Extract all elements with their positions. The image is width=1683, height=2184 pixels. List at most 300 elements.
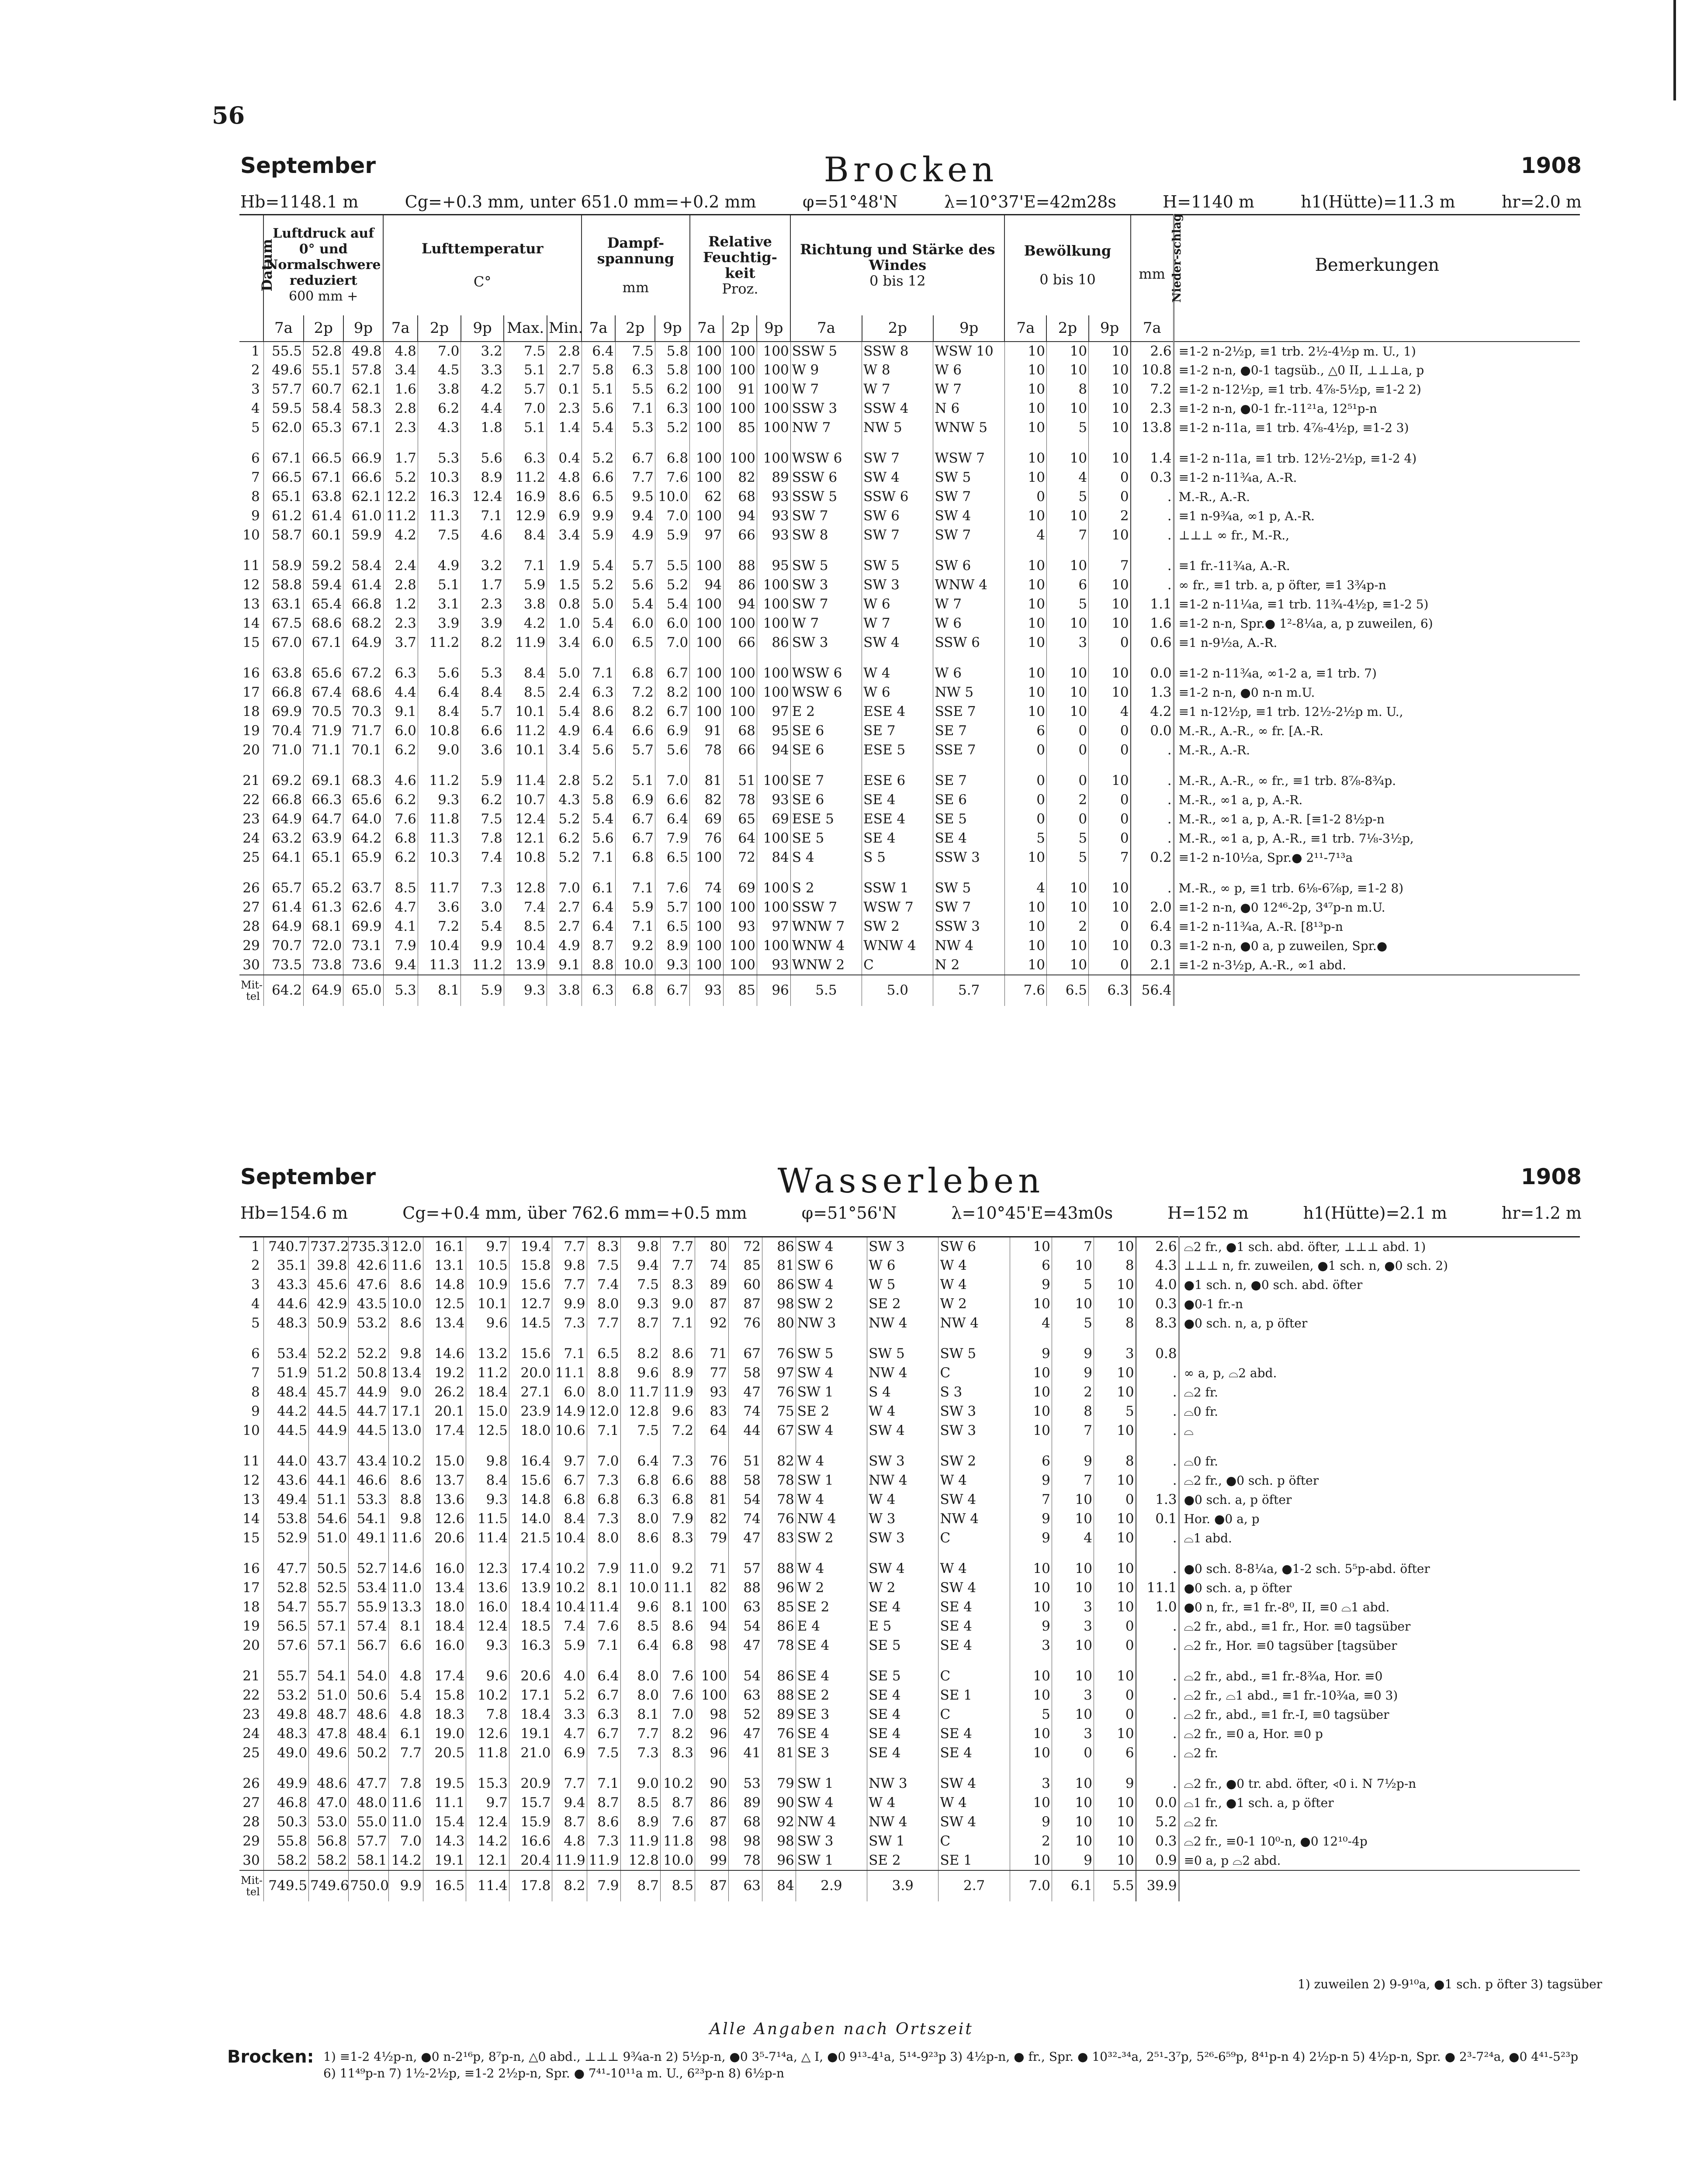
day-cell: 2 bbox=[251, 362, 260, 378]
mean-cell: 9.3 bbox=[504, 975, 547, 1006]
value-cell: 59.4 bbox=[304, 576, 343, 595]
value-cell: SW 1 bbox=[796, 1851, 867, 1870]
value-cell: 11.0 bbox=[620, 1559, 660, 1579]
value-cell: 18.0 bbox=[423, 1598, 466, 1617]
table-row bbox=[239, 507, 1580, 526]
value-cell: 4.2 bbox=[504, 614, 547, 633]
value-cell: SSW 6 bbox=[933, 633, 1004, 653]
value-cell: 48.7 bbox=[309, 1705, 349, 1724]
value-cell: 8.7 bbox=[660, 1794, 695, 1813]
day-cell: 1 bbox=[251, 343, 260, 359]
value-cell: 11.1 bbox=[552, 1364, 587, 1383]
value-cell: 18.4 bbox=[509, 1598, 552, 1617]
value-cell: 11.9 bbox=[587, 1851, 620, 1870]
day-cell: 27 bbox=[242, 1795, 260, 1811]
value-cell: 97 bbox=[690, 526, 724, 545]
value-cell: 6.8 bbox=[615, 848, 655, 867]
value-cell: 13.9 bbox=[509, 1579, 552, 1598]
value-cell: 12.4 bbox=[466, 1617, 509, 1636]
value-cell: 62 bbox=[690, 487, 724, 507]
value-cell: 9.3 bbox=[466, 1490, 509, 1510]
value-cell: 0 bbox=[1004, 791, 1046, 810]
value-cell: 12.1 bbox=[466, 1851, 509, 1870]
mean-cell: 65.0 bbox=[343, 975, 383, 1006]
value-cell: 16.1 bbox=[423, 1237, 466, 1256]
remark-cell: ●0 sch. a, p öfter bbox=[1179, 1490, 1580, 1510]
table-row bbox=[239, 1705, 1580, 1724]
value-cell: W 2 bbox=[938, 1295, 1010, 1314]
value-cell: S 3 bbox=[938, 1383, 1010, 1402]
value-cell: 5.9 bbox=[552, 1636, 587, 1655]
value-cell: 73.5 bbox=[263, 956, 303, 975]
value-cell: 18.4 bbox=[423, 1617, 466, 1636]
value-cell: 10 bbox=[1094, 1832, 1136, 1851]
value-cell: 6.8 bbox=[655, 449, 689, 468]
value-cell: SW 1 bbox=[796, 1471, 867, 1490]
value-cell: 0 bbox=[1004, 810, 1046, 829]
value-cell: SW 3 bbox=[867, 1452, 938, 1471]
remark-cell: ⌓2 fr., ●0 sch. p öfter bbox=[1179, 1471, 1580, 1490]
value-cell: C bbox=[938, 1529, 1010, 1548]
value-cell: 73.8 bbox=[304, 956, 343, 975]
value-cell: 10 bbox=[1052, 1705, 1094, 1724]
value-cell: 10 bbox=[1094, 1579, 1136, 1598]
value-cell: 11.6 bbox=[388, 1529, 423, 1548]
value-cell: WNW 4 bbox=[933, 576, 1004, 595]
value-cell: 7.8 bbox=[388, 1774, 423, 1794]
value-cell: 67.1 bbox=[304, 468, 343, 487]
value-cell: 55.9 bbox=[349, 1598, 388, 1617]
value-cell: 86 bbox=[762, 1237, 796, 1256]
value-cell: SW 7 bbox=[862, 449, 933, 468]
remark-cell: M.-R., ∞1 a, p, A.-R., ≡1 trb. 7⅛-3½p, bbox=[1174, 829, 1580, 848]
day-cell: 17 bbox=[242, 684, 260, 700]
table-row bbox=[239, 1744, 1580, 1763]
value-cell: 0 bbox=[1089, 722, 1131, 741]
value-cell: 58.3 bbox=[343, 399, 383, 418]
value-cell: 6 bbox=[1094, 1744, 1136, 1763]
value-cell: S 5 bbox=[862, 848, 933, 867]
value-cell: 10 bbox=[1089, 449, 1131, 468]
value-cell: 100 bbox=[690, 418, 724, 438]
value-cell: 10.9 bbox=[466, 1275, 509, 1295]
value-cell: 3.8 bbox=[418, 380, 461, 399]
value-cell: 10.0 bbox=[660, 1851, 695, 1870]
header-wind: Richtung und Stärke des Windes 0 bis 12 bbox=[790, 215, 1004, 315]
value-cell: 100 bbox=[690, 595, 724, 614]
row-spacer bbox=[239, 867, 1580, 879]
value-cell: W 4 bbox=[867, 1402, 938, 1421]
value-cell: SE 7 bbox=[933, 771, 1004, 791]
day-cell: 6 bbox=[251, 1346, 260, 1362]
value-cell: 11.4 bbox=[466, 1529, 509, 1548]
value-cell: 8.0 bbox=[620, 1510, 660, 1529]
value-cell: 76 bbox=[695, 1452, 729, 1471]
value-cell: 10 bbox=[1089, 595, 1131, 614]
value-cell: 8.6 bbox=[660, 1344, 695, 1364]
value-cell: 48.3 bbox=[263, 1314, 308, 1333]
value-cell: 9 bbox=[1052, 1344, 1094, 1364]
value-cell: 50.5 bbox=[309, 1559, 349, 1579]
value-cell: 0 bbox=[1046, 722, 1088, 741]
day-cell: 14 bbox=[242, 1511, 260, 1527]
value-cell: 13.8 bbox=[1131, 418, 1174, 438]
header-dampfspannung: Dampf-spannung mm bbox=[582, 215, 689, 315]
brocken-table bbox=[239, 214, 1580, 1006]
value-cell: 5.2 bbox=[547, 848, 582, 867]
value-cell: 86 bbox=[695, 1794, 729, 1813]
value-cell: 97 bbox=[762, 1364, 796, 1383]
value-cell: 23.9 bbox=[509, 1402, 552, 1421]
remark-cell bbox=[1174, 975, 1580, 1006]
value-cell: 8.4 bbox=[552, 1510, 587, 1529]
mean-cell: 2.7 bbox=[938, 1870, 1010, 1901]
value-cell: 81 bbox=[690, 771, 724, 791]
value-cell: W 6 bbox=[933, 614, 1004, 633]
mean-cell: 750.0 bbox=[349, 1870, 388, 1901]
value-cell: WNW 7 bbox=[790, 917, 862, 936]
value-cell: 5 bbox=[1094, 1402, 1136, 1421]
value-cell: W 4 bbox=[938, 1256, 1010, 1275]
value-cell: 8.3 bbox=[660, 1529, 695, 1548]
value-cell: 79 bbox=[762, 1774, 796, 1794]
value-cell: 68 bbox=[723, 487, 757, 507]
value-cell: 7.1 bbox=[587, 1774, 620, 1794]
value-cell: 66 bbox=[723, 526, 757, 545]
value-cell: 64.1 bbox=[263, 848, 303, 867]
mean-cell: 6.1 bbox=[1052, 1870, 1094, 1901]
value-cell: SW 4 bbox=[938, 1579, 1010, 1598]
value-cell: SSE 7 bbox=[933, 741, 1004, 760]
value-cell: 7.3 bbox=[587, 1832, 620, 1851]
day-cell: 17 bbox=[242, 1580, 260, 1596]
value-cell: SW 4 bbox=[867, 1559, 938, 1579]
value-cell: 13.0 bbox=[388, 1421, 423, 1441]
day-cell: 12 bbox=[242, 1472, 260, 1488]
value-cell: 81 bbox=[762, 1256, 796, 1275]
value-cell: 7.7 bbox=[388, 1744, 423, 1763]
value-cell: 80 bbox=[695, 1237, 729, 1256]
remark-cell: ≡1-2 n-11a, ≡1 trb. 12½-2½p, ≡1-2 4) bbox=[1174, 449, 1580, 468]
value-cell: 42.9 bbox=[309, 1295, 349, 1314]
day-cell: 1 bbox=[251, 1238, 260, 1254]
value-cell: 8 bbox=[1094, 1314, 1136, 1333]
value-cell: 10 bbox=[1052, 1832, 1094, 1851]
value-cell: 100 bbox=[723, 449, 757, 468]
value-cell: 5.4 bbox=[582, 556, 615, 576]
value-cell: SW 6 bbox=[933, 556, 1004, 576]
value-cell: 10 bbox=[1004, 576, 1046, 595]
day-cell: 15 bbox=[242, 1530, 260, 1546]
value-cell: 0.1 bbox=[547, 380, 582, 399]
brocken-station-name: Brocken bbox=[824, 150, 998, 190]
sub-7a: 7a bbox=[383, 315, 418, 342]
table-row bbox=[239, 1636, 1580, 1655]
value-cell: 6.3 bbox=[383, 664, 418, 683]
value-cell: W 8 bbox=[862, 361, 933, 380]
table-row bbox=[239, 829, 1580, 848]
value-cell: 8.6 bbox=[587, 1813, 620, 1832]
remark-cell: Hor. ●0 a, p bbox=[1179, 1510, 1580, 1529]
value-cell: . bbox=[1131, 576, 1174, 595]
value-cell: 100 bbox=[690, 702, 724, 722]
value-cell: 10 bbox=[1004, 380, 1046, 399]
value-cell: 5.6 bbox=[615, 576, 655, 595]
value-cell: 4.9 bbox=[615, 526, 655, 545]
day-cell: 16 bbox=[242, 1561, 260, 1576]
value-cell: 4.4 bbox=[461, 399, 504, 418]
constant-item: Cg=+0.4 mm, über 762.6 mm=+0.5 mm bbox=[402, 1203, 747, 1223]
value-cell: 97 bbox=[757, 702, 790, 722]
value-cell: 5.4 bbox=[582, 418, 615, 438]
value-cell: 7.4 bbox=[552, 1617, 587, 1636]
wasserleben-year: 1908 bbox=[1520, 1164, 1582, 1189]
brocken-header bbox=[240, 150, 1582, 190]
value-cell: 11.2 bbox=[504, 722, 547, 741]
value-cell: 6.7 bbox=[552, 1471, 587, 1490]
value-cell: 100 bbox=[757, 576, 790, 595]
value-cell: 3 bbox=[1010, 1636, 1052, 1655]
day-cell: 5 bbox=[251, 420, 260, 435]
mean-cell: 2.9 bbox=[796, 1870, 867, 1901]
value-cell: 6.8 bbox=[587, 1490, 620, 1510]
value-cell: 9 bbox=[1010, 1275, 1052, 1295]
value-cell: 8.1 bbox=[620, 1705, 660, 1724]
value-cell: 10 bbox=[1004, 556, 1046, 576]
value-cell: SW 5 bbox=[796, 1344, 867, 1364]
value-cell: 4.8 bbox=[388, 1667, 423, 1686]
value-cell: 50.2 bbox=[349, 1744, 388, 1763]
constant-item: λ=10°45'E=43m0s bbox=[951, 1203, 1113, 1223]
value-cell: 5.6 bbox=[418, 664, 461, 683]
day-cell: 20 bbox=[242, 1638, 260, 1653]
value-cell: 11.9 bbox=[504, 633, 547, 653]
value-cell: 11.3 bbox=[418, 829, 461, 848]
row-spacer bbox=[239, 760, 1580, 771]
value-cell: 66.5 bbox=[304, 449, 343, 468]
value-cell: 10 bbox=[1004, 418, 1046, 438]
value-cell: SW 7 bbox=[790, 507, 862, 526]
value-cell: 74 bbox=[690, 879, 724, 898]
value-cell: 8.2 bbox=[620, 1344, 660, 1364]
value-cell: 0.8 bbox=[1136, 1344, 1179, 1364]
table-row bbox=[239, 1774, 1580, 1794]
table-row bbox=[239, 1529, 1580, 1548]
table-row bbox=[239, 526, 1580, 545]
value-cell: 62.1 bbox=[343, 487, 383, 507]
value-cell: 8.3 bbox=[587, 1237, 620, 1256]
value-cell: 87 bbox=[695, 1813, 729, 1832]
value-cell: 7.5 bbox=[587, 1256, 620, 1275]
value-cell: 13.1 bbox=[423, 1256, 466, 1275]
value-cell: 100 bbox=[690, 468, 724, 487]
value-cell: 80 bbox=[762, 1314, 796, 1333]
value-cell: 10 bbox=[1094, 1851, 1136, 1870]
value-cell: W 5 bbox=[867, 1275, 938, 1295]
value-cell: 47.7 bbox=[349, 1774, 388, 1794]
value-cell: 18.4 bbox=[509, 1705, 552, 1724]
value-cell: 4.7 bbox=[383, 898, 418, 917]
value-cell: 100 bbox=[690, 399, 724, 418]
value-cell: 0.0 bbox=[1136, 1794, 1179, 1813]
table-row bbox=[239, 1617, 1580, 1636]
value-cell: W 7 bbox=[862, 614, 933, 633]
value-cell: NW 4 bbox=[938, 1510, 1010, 1529]
value-cell: 85 bbox=[728, 1256, 762, 1275]
remark-cell: ∞ fr., ≡1 trb. a, p öfter, ≡1 3¾p-n bbox=[1174, 576, 1580, 595]
mean-cell: 16.5 bbox=[423, 1870, 466, 1901]
value-cell: 49.1 bbox=[349, 1529, 388, 1548]
value-cell: 19.4 bbox=[509, 1237, 552, 1256]
value-cell: 1.7 bbox=[383, 449, 418, 468]
value-cell: 98 bbox=[695, 1705, 729, 1724]
value-cell: 5.3 bbox=[615, 418, 655, 438]
value-cell: SW 2 bbox=[862, 917, 933, 936]
value-cell: 53.2 bbox=[349, 1314, 388, 1333]
value-cell: 52.5 bbox=[309, 1579, 349, 1598]
value-cell: 65.2 bbox=[304, 879, 343, 898]
value-cell: 6.4 bbox=[418, 683, 461, 702]
value-cell: 6.8 bbox=[383, 829, 418, 848]
value-cell: SE 4 bbox=[867, 1724, 938, 1744]
value-cell: 6.6 bbox=[615, 722, 655, 741]
value-cell: 76 bbox=[762, 1344, 796, 1364]
value-cell: NW 4 bbox=[938, 1314, 1010, 1333]
value-cell: 100 bbox=[757, 936, 790, 956]
value-cell: NW 4 bbox=[867, 1364, 938, 1383]
value-cell: SW 4 bbox=[796, 1421, 867, 1441]
value-cell: C bbox=[938, 1667, 1010, 1686]
value-cell: 10 bbox=[1010, 1402, 1052, 1421]
mean-cell: 87 bbox=[695, 1870, 729, 1901]
value-cell: 78 bbox=[723, 791, 757, 810]
value-cell: SE 6 bbox=[790, 741, 862, 760]
value-cell: 8.2 bbox=[615, 702, 655, 722]
value-cell: 70.1 bbox=[343, 741, 383, 760]
value-cell: 57.4 bbox=[349, 1617, 388, 1636]
value-cell: 7.5 bbox=[620, 1421, 660, 1441]
value-cell: 96 bbox=[762, 1851, 796, 1870]
value-cell: 9.0 bbox=[620, 1774, 660, 1794]
value-cell: 60.7 bbox=[304, 380, 343, 399]
value-cell: 53.3 bbox=[349, 1490, 388, 1510]
value-cell: 6.5 bbox=[582, 487, 615, 507]
remark-cell: ●1 sch. n, ●0 sch. abd. öfter bbox=[1179, 1275, 1580, 1295]
value-cell: 10 bbox=[1089, 771, 1131, 791]
value-cell: 10 bbox=[1004, 683, 1046, 702]
value-cell: 67.4 bbox=[304, 683, 343, 702]
value-cell: 8.9 bbox=[660, 1364, 695, 1383]
value-cell: 100 bbox=[690, 848, 724, 867]
header-luftdruck: Luftdruck auf 0° und Normalschwere reduziert 600 mm + bbox=[263, 215, 383, 315]
value-cell: 4.2 bbox=[461, 380, 504, 399]
day-cell: 24 bbox=[242, 830, 260, 846]
value-cell: 89 bbox=[728, 1794, 762, 1813]
value-cell: 69.9 bbox=[263, 702, 303, 722]
value-cell: 89 bbox=[757, 468, 790, 487]
mean-cell: 749.6 bbox=[309, 1870, 349, 1901]
value-cell: 7 bbox=[1089, 556, 1131, 576]
value-cell: 7.1 bbox=[587, 1421, 620, 1441]
table-row bbox=[239, 449, 1580, 468]
sub-7a: 7a bbox=[790, 315, 862, 342]
remark-cell: ≡1-2 n-2½p, ≡1 trb. 2½-4½p m. U., 1) bbox=[1174, 342, 1580, 361]
constant-item: H=1140 m bbox=[1163, 192, 1254, 211]
value-cell: 5.9 bbox=[655, 526, 689, 545]
value-cell: 4.1 bbox=[383, 917, 418, 936]
value-cell: 8.3 bbox=[1136, 1314, 1179, 1333]
value-cell: 44.2 bbox=[263, 1402, 308, 1421]
value-cell: 10 bbox=[1004, 507, 1046, 526]
value-cell: 10 bbox=[1046, 342, 1088, 361]
value-cell: NW 4 bbox=[933, 936, 1004, 956]
value-cell: . bbox=[1136, 1705, 1179, 1724]
mean-cell: 17.8 bbox=[509, 1870, 552, 1901]
value-cell: 6.9 bbox=[552, 1744, 587, 1763]
value-cell: 64.9 bbox=[263, 810, 303, 829]
value-cell: 9.7 bbox=[552, 1452, 587, 1471]
value-cell: SE 1 bbox=[938, 1851, 1010, 1870]
value-cell: 6 bbox=[1010, 1256, 1052, 1275]
value-cell: 52.8 bbox=[304, 342, 343, 361]
mean-cell: 85 bbox=[723, 975, 757, 1006]
value-cell: SW 3 bbox=[790, 576, 862, 595]
day-cell: 3 bbox=[251, 381, 260, 397]
value-cell: 5 bbox=[1046, 829, 1088, 848]
value-cell: 100 bbox=[690, 380, 724, 399]
value-cell: 100 bbox=[757, 595, 790, 614]
value-cell: 64 bbox=[723, 829, 757, 848]
value-cell: 3.8 bbox=[504, 595, 547, 614]
value-cell: 11.6 bbox=[388, 1794, 423, 1813]
table-row bbox=[239, 1579, 1580, 1598]
value-cell: 100 bbox=[690, 556, 724, 576]
wasserleben-month: September bbox=[240, 1164, 376, 1189]
value-cell: SE 1 bbox=[938, 1686, 1010, 1705]
value-cell: 7.6 bbox=[655, 879, 689, 898]
mean-cell: 8.2 bbox=[552, 1870, 587, 1901]
value-cell: . bbox=[1131, 810, 1174, 829]
value-cell: 6.4 bbox=[1131, 917, 1174, 936]
value-cell: 7.2 bbox=[418, 917, 461, 936]
value-cell: 0 bbox=[1089, 829, 1131, 848]
value-cell: 0.2 bbox=[1131, 848, 1174, 867]
value-cell: 47 bbox=[728, 1636, 762, 1655]
value-cell: 59.2 bbox=[304, 556, 343, 576]
mean-cell: 6.3 bbox=[582, 975, 615, 1006]
value-cell: 6.2 bbox=[383, 741, 418, 760]
value-cell: 2.3 bbox=[383, 614, 418, 633]
value-cell: 7.3 bbox=[620, 1744, 660, 1763]
value-cell: 15.4 bbox=[423, 1813, 466, 1832]
value-cell: 8.9 bbox=[620, 1813, 660, 1832]
value-cell: 5.3 bbox=[418, 449, 461, 468]
value-cell: 0.9 bbox=[1136, 1851, 1179, 1870]
value-cell: 3.2 bbox=[461, 342, 504, 361]
value-cell: 10 bbox=[1010, 1744, 1052, 1763]
table-row bbox=[239, 683, 1580, 702]
header-lufttemperatur: Lufttemperatur C° bbox=[383, 215, 582, 315]
value-cell: 7.6 bbox=[655, 468, 689, 487]
value-cell: 9 bbox=[1010, 1529, 1052, 1548]
mean-cell: 93 bbox=[690, 975, 724, 1006]
value-cell: 5.4 bbox=[582, 614, 615, 633]
value-cell: 10 bbox=[1089, 683, 1131, 702]
value-cell: SW 7 bbox=[862, 526, 933, 545]
remark-cell: M.-R., A.-R., ∞ fr. [A.-R. bbox=[1174, 722, 1580, 741]
value-cell: 54 bbox=[728, 1667, 762, 1686]
value-cell: 7.5 bbox=[620, 1275, 660, 1295]
